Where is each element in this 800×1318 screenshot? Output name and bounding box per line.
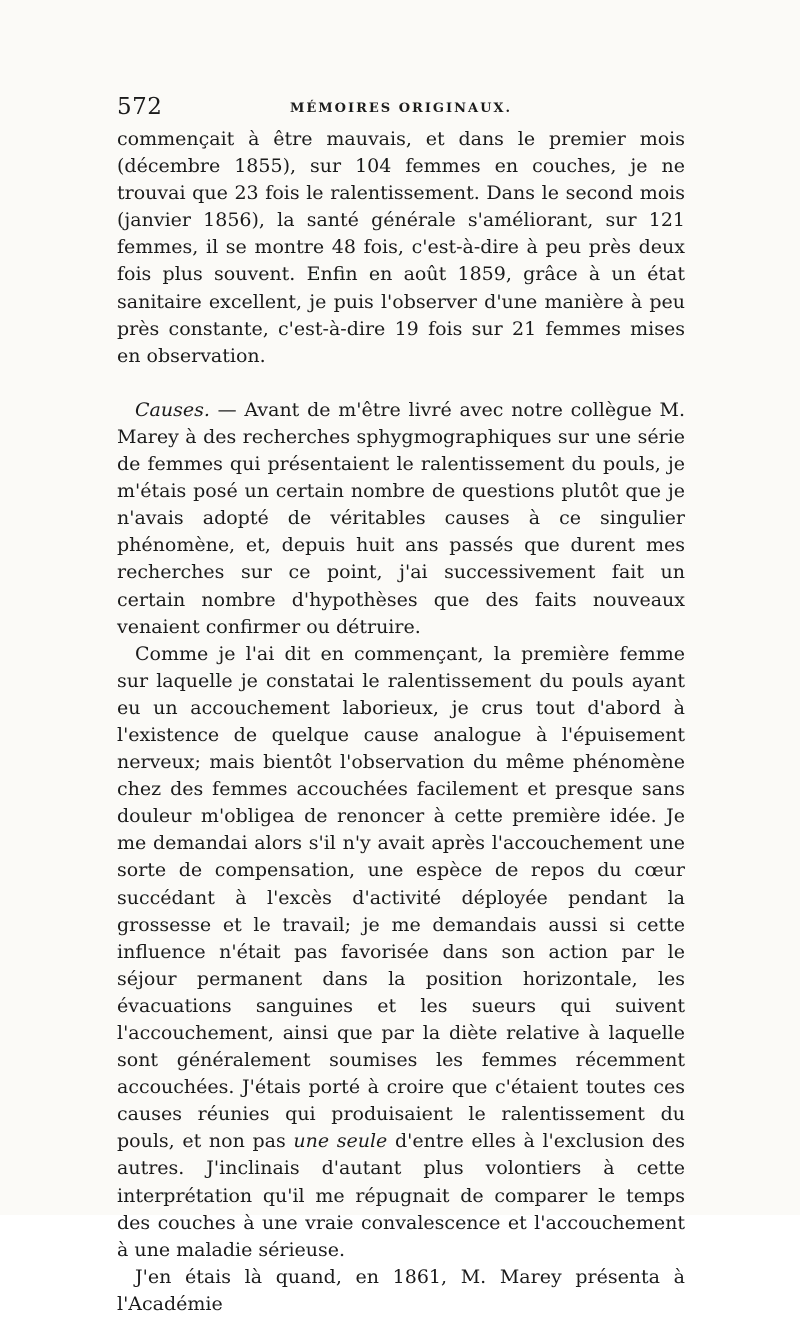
running-title: MÉMOIRES ORIGINAUX. bbox=[289, 101, 513, 116]
paragraph-causes-text: — Avant de m'être livré avec notre collègue M. Marey à des recherches sphygmographiques sur une série de femmes qui présentaient le ralentissement du pouls, je m'étais posé un certain nombre de questions plutôt que je n'avais adopté de véritables causes à ce singulier phénomène, et, depuis huit ans passés que durent mes recherches sur ce point, j'ai successivement fait un certain nombre d'hypothèses que des faits nouveaux venaient confirmer ou détruire. bbox=[117, 398, 685, 638]
running-head bbox=[117, 92, 685, 122]
paragraph-marey-1861: J'en étais là quand, en 1861, M. Marey présenta à l'Académie bbox=[117, 1265, 685, 1315]
paragraph-hypotheses-text-b: d'entre elles à l'exclusion des autres. J'inclinais d'autant plus volontiers à cette interprétation qu'il me répugnait de comparer le temps des couches à une vraie convalescence et l'accouchement à une maladie sérieuse. bbox=[117, 1130, 685, 1261]
paragraph-hypotheses bbox=[117, 641, 685, 1264]
paragraph-causes bbox=[117, 397, 685, 641]
paragraph-hypotheses-text-a: Comme je l'ai dit en commençant, la première femme sur laquelle je constatai le ralentissement du pouls ayant eu un accouchement laborieux, je crus tout d'abord à l'existence de quelque cause analogue à l'épuisement nerveux; mais bientôt l'observation du même phénomène chez des femmes accouchées facilement et presque sans douleur m'obligea de renoncer à cette première idée. Je me demandai alors s'il n'y avait après l'accouchement une sorte de compensation, une espèce de repos du cœur succédant à l'excès d'activité déployée pendant la grossesse et le travail; je me demandais aussi si cette influence n'était pas favorisée dans son action par le séjour permanent dans la position horizontale, les évacuations sanguines et les sueurs qui suivent l'accouchement, ainsi que par la diète relative à laquelle sont généralement soumises les femmes récemment accouchées. J'étais porté à croire que c'étaient toutes ces causes réunies qui produisaient le ralentissement du pouls, et non pas bbox=[117, 642, 685, 1153]
page-text-block bbox=[117, 92, 685, 1318]
page-number: 572 bbox=[117, 94, 163, 120]
emphasis-une-seule: une seule bbox=[293, 1130, 388, 1153]
section-label-causes: Causes. bbox=[135, 398, 210, 421]
paragraph-puerperal-statistics: commençait à être mauvais, et dans le premier mois (décembre 1855), sur 104 femmes en couches, je ne trouvai que 23 fois le ralentissement. Dans le second mois (janvier 1856), la santé générale s'améliorant, sur 121 femmes, il se montre 48 fois, c'est-à-dire à peu près deux fois plus souvent. Enfin en août 1859, grâce à un état sanitaire excellent, je puis l'observer d'une manière à peu près constante, c'est-à-dire 19 fois sur 21 femmes mises en observation. bbox=[117, 128, 685, 367]
